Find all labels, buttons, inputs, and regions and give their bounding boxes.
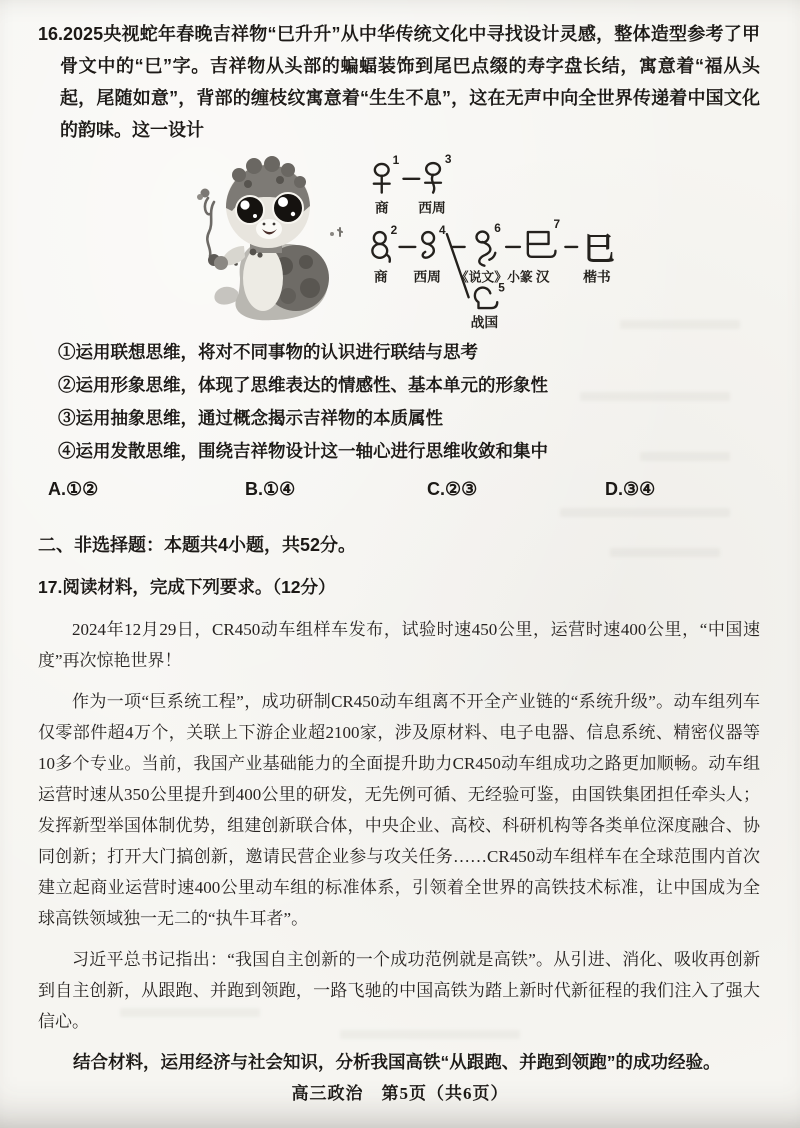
glyph-shuowen	[477, 221, 502, 266]
mascot-body	[214, 244, 329, 320]
label-xizhou-top: 西周	[418, 199, 446, 216]
statement-4: ④运用发散思维，围绕吉祥物设计这一轴心进行思维收敛和集中	[58, 441, 548, 461]
statement-2: ②运用形象思维，体现了思维表达的情感性、基本单元的形象性	[58, 375, 548, 395]
question-16	[0, 0, 800, 146]
scan-artifact	[640, 452, 730, 461]
mascot-illustration	[192, 150, 352, 330]
choice-c: C.②③	[427, 479, 478, 499]
choice-b: B.①④	[245, 479, 296, 499]
label-xizhou-bottom: 西周	[413, 268, 441, 285]
branch-line	[447, 234, 469, 297]
question-16-number: 16.	[38, 24, 64, 44]
scan-artifact	[620, 320, 740, 329]
scan-artifact	[610, 548, 720, 557]
statement-3: ③运用抽象思维，通过概念揭示吉祥物的本质属性	[58, 408, 443, 428]
scan-artifact	[340, 1030, 520, 1039]
glyph-xizhou-bottom	[422, 223, 446, 258]
sparkle-decoration	[330, 228, 342, 236]
kaishu-character: 巳	[583, 231, 615, 267]
page-footer: 高三政治 第5页（共6页）	[291, 1084, 509, 1103]
tail-curl-decoration	[197, 189, 220, 267]
material-paragraph-1: 2024年12月29日，CR450动车组样车发布，试验时速450公里，运营时速400公里，“中国速度”再次惊艳世界！	[38, 620, 760, 670]
glyph-shang-top	[374, 153, 400, 193]
character-evolution-diagram	[362, 148, 668, 332]
question-16-statements	[58, 336, 760, 468]
glyph-superscript: 1	[392, 152, 400, 167]
scan-artifact	[120, 1008, 260, 1017]
glyph-shang-bottom	[372, 223, 397, 262]
answer-choices-row	[48, 474, 760, 504]
question-16-figure	[0, 148, 800, 332]
label-zhanguo: 战国	[470, 313, 499, 330]
label-kaishu: 楷书	[583, 268, 611, 285]
scan-artifact	[580, 392, 730, 401]
glyph-superscript: 3	[444, 152, 452, 167]
glyph-superscript: 2	[390, 223, 398, 238]
label-han: 汉	[535, 268, 550, 285]
question-17-intro: 17.阅读材料，完成下列要求。（12分）	[38, 577, 336, 597]
choice-d: D.③④	[605, 479, 656, 499]
glyph-han	[528, 217, 561, 257]
section-2-header: 二、非选择题：本题共4小题，共52分。	[38, 535, 357, 555]
scan-artifact	[560, 508, 730, 517]
label-shuowen: 《说文》小篆	[455, 269, 533, 285]
label-shang-bottom: 商	[373, 268, 388, 285]
question-16-stem: 2025央视蛇年春晚吉祥物“巳升升”从中华传统文化中寻找设计灵感，整体造型参考了甲骨文中的“巳”字。吉祥物从头部的蝙蝠装饰到尾巴点缀的寿字盘长结，寓意着“福从头起，尾随如意”，背部的缠枝纹寓意着“生生不息”，这在无声中向全世界传递着中国文化的韵味。这一设计	[60, 24, 760, 140]
glyph-xizhou-top	[425, 152, 452, 193]
label-shang-top: 商	[374, 199, 389, 216]
glyph-superscript: 4	[438, 223, 446, 238]
material-paragraph-3: 习近平总书记指出：“我国自主创新的一个成功范例就是高铁”。从引进、消化、吸收再创新到自主创新，从跟跑、并跑到领跑，一路飞驰的中国高铁为踏上新时代新征程的我们注入了强大信心。	[38, 950, 760, 1031]
glyph-superscript: 5	[498, 280, 505, 295]
statement-1: ①运用联想思维，将对不同事物的认识进行联结与思考	[58, 342, 478, 362]
glyph-superscript: 7	[553, 217, 561, 232]
glyph-superscript: 6	[494, 221, 501, 236]
glyph-zhanguo	[475, 280, 505, 308]
question-17-task: 结合材料，运用经济与社会知识，分析我国高铁“从跟跑、并跑到领跑”的成功经验。	[73, 1052, 721, 1072]
material-paragraph-2: 作为一项“巨系统工程”，成功研制CR450动车组离不开全产业链的“系统升级”。动车组列车仅零部件超4万个，关联上下游企业超2100家，涉及原材料、电子电器、信息系统、精密仪器等10多个专业。当前，我国产业基础能力的全面提升助力CR450动车组成功之路更加顺畅。动车组运营时速从350公里提升到400公里的研发，无先例可循、无经验可鉴，由国铁集团担任牵头人；发挥新型举国体制优势，组建创新联合体，中央企业、高校、科研机构等各类单位深度融合、协同创新；打开大门搞创新，邀请民营企业参与攻关任务……CR450动车组样车在全球范围内首次建立起商业运营时速400公里动车组的标准体系，引领着全世界的高铁技术标准，让中国成为全球高铁领域独一无二的“执牛耳者”。	[38, 692, 760, 928]
choice-a: A.①②	[48, 479, 99, 499]
